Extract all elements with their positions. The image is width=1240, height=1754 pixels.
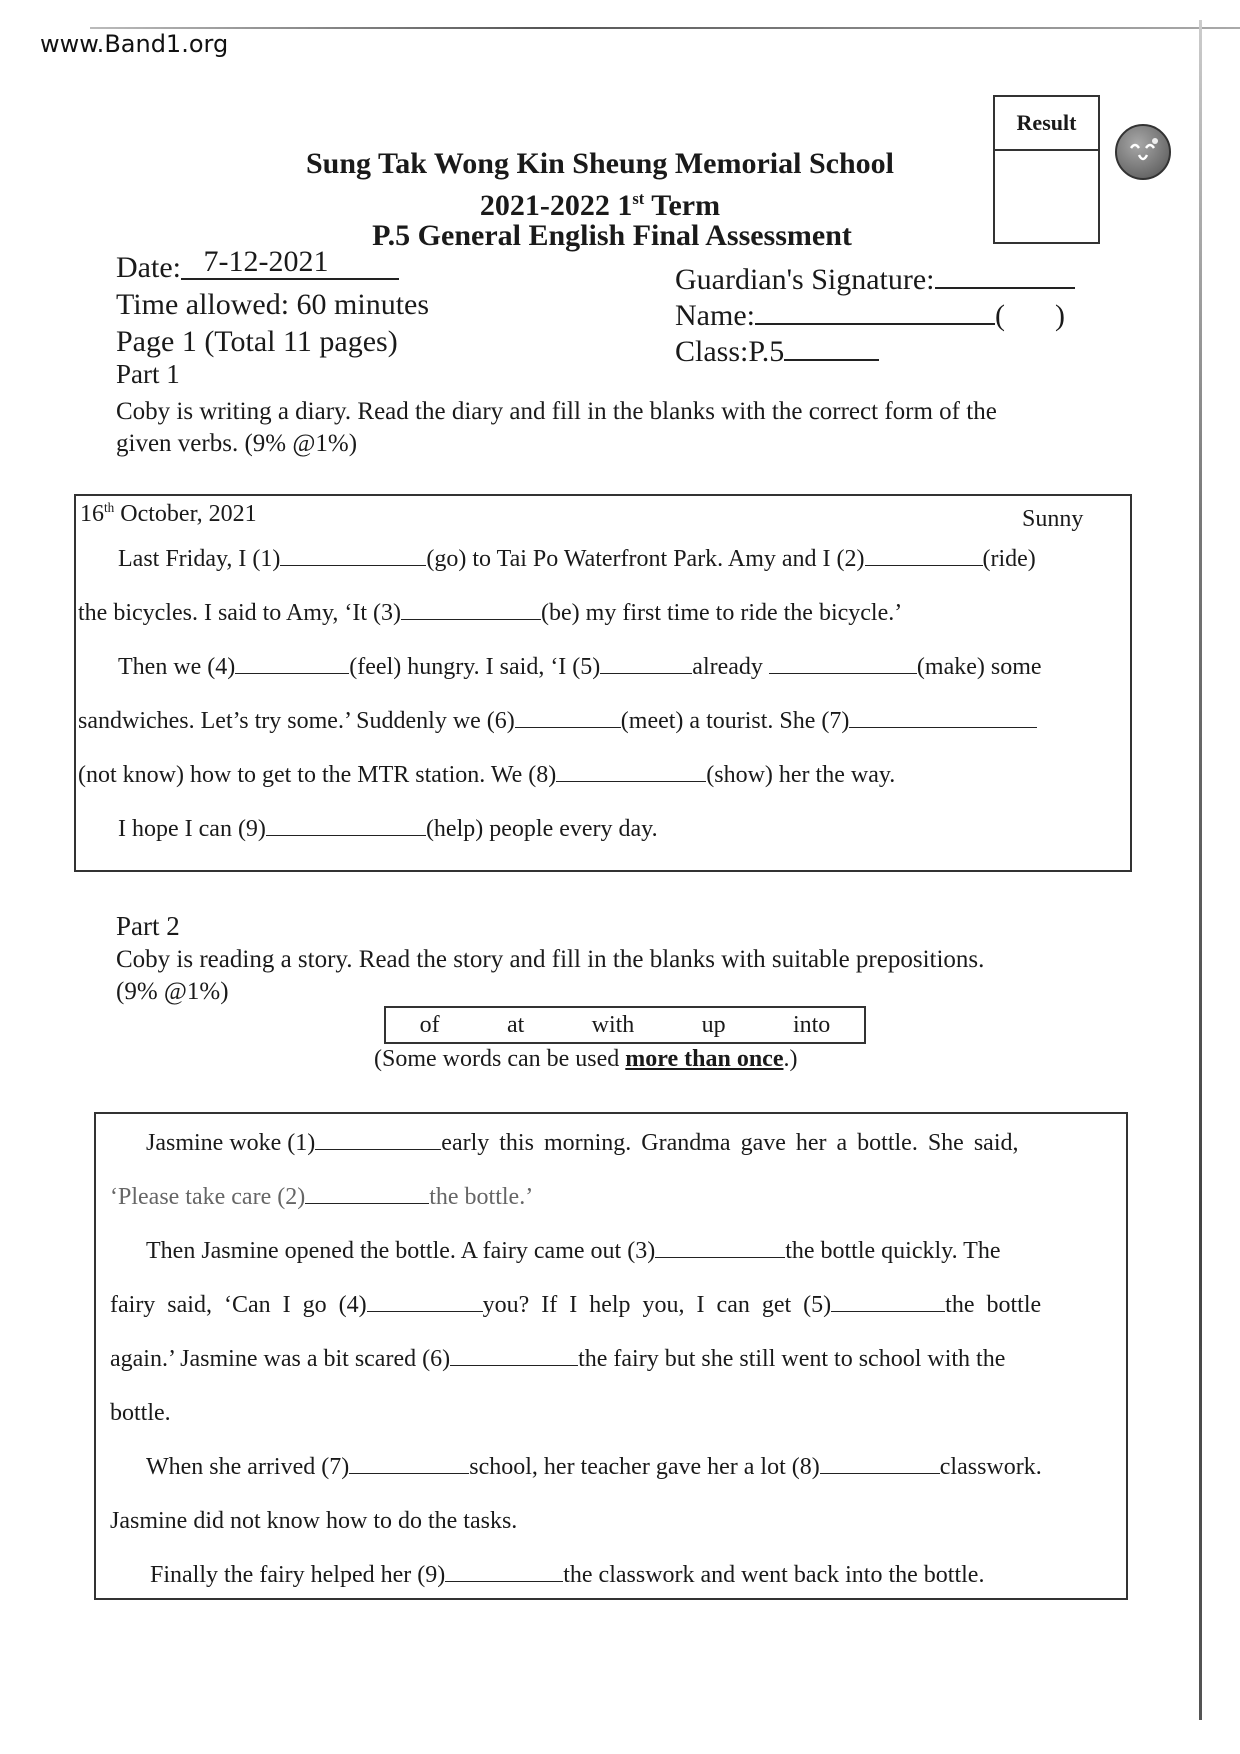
note-suffix: .) [783,1046,798,1072]
diary-date-day: 16 [80,501,104,527]
blank-4[interactable] [367,1293,483,1312]
text: classwork. [939,1454,1042,1480]
text: school, her teacher gave her a lot (8) [469,1454,820,1480]
result-label: Result [995,97,1098,151]
text: sandwiches. Let’s try some.’ Suddenly we (6) [78,708,515,734]
blank-8[interactable] [820,1455,940,1474]
text: the fairy but she still went to school with the [578,1346,1006,1372]
text: again.’ Jasmine was a bit scared (6) [110,1346,451,1372]
blank-9[interactable] [445,1563,563,1582]
diary-date-rest: October, 2021 [114,501,257,527]
class-row [675,331,879,370]
school-name: Sung Tak Wong Kin Sheung Memorial School [306,147,894,180]
part1-instruction-1: Coby is writing a diary. Read the diary and fill in the blanks with the correct form of the [116,398,997,425]
blank-1[interactable] [315,1131,441,1150]
word-bank-item: up [701,1011,726,1038]
text: the bottle [945,1292,1042,1318]
text: (not know) how to get to the MTR station. We (8) [78,762,557,788]
class-number-close: ) [1054,299,1065,332]
blank-5a[interactable] [600,655,692,674]
word-bank-note [374,1046,797,1073]
part2-instruction-2: (9% @1%) [116,978,229,1005]
page-info: Page 1 (Total 11 pages) [116,325,398,358]
diary-box [74,494,1132,872]
name-label: Name: [675,299,755,332]
blank-5[interactable] [831,1293,945,1312]
date-value: 7-12-2021 [203,245,329,278]
text: (make) some [916,654,1042,680]
text: (ride) [982,546,1036,572]
date-label: Date: [116,251,181,284]
word-bank [384,1006,866,1044]
scan-edge-top [90,27,1240,29]
diary-line-3 [118,654,1042,681]
blank-3[interactable] [401,601,541,620]
text: I hope I can (9) [118,816,266,842]
text: already [692,654,769,680]
part1-instruction-2: given verbs. (9% @1%) [116,430,358,457]
text: (meet) a tourist. She (7) [620,708,850,734]
blank-2[interactable] [305,1185,429,1204]
term-year: 2021-2022 1 [479,189,633,222]
story-line-8: Jasmine did not know how to do the tasks. [110,1508,518,1534]
blank-4[interactable] [235,655,349,674]
name-row [675,295,1065,334]
date-field[interactable] [181,245,399,280]
blank-3[interactable] [655,1239,785,1258]
text: (show) her the way. [706,762,896,788]
diary-line-4 [78,708,1037,735]
word-bank-item: into [792,1011,831,1038]
blank-9[interactable] [266,817,426,836]
word-bank-item: of [419,1011,440,1038]
story-line-5 [110,1346,1005,1373]
story-line-9 [150,1562,984,1589]
date-row [116,245,399,286]
part2-title: Part 2 [116,911,180,941]
text: Finally the fairy helped her (9) [150,1562,446,1588]
blank-6[interactable] [450,1347,578,1366]
word-bank-item: at [506,1011,525,1038]
term-sup: st [632,189,645,208]
text: Jasmine woke (1) [146,1130,316,1156]
term-word: Term [644,189,721,222]
part1-title: Part 1 [116,359,180,389]
story-box [94,1112,1128,1600]
part2-instruction-1: Coby is reading a story. Read the story and fill in the blanks with suitable prepositions. [116,946,985,973]
blank-2[interactable] [865,547,983,566]
text: (be) my first time to ride the bicycle.’ [541,600,903,626]
note-prefix: (Some words can be used [374,1046,626,1072]
diary-line-6 [118,816,658,843]
note-emphasis: more than once [625,1046,784,1072]
text: the bottle quickly. The [785,1238,1001,1264]
blank-8[interactable] [556,763,706,782]
diary-line-5 [78,762,895,789]
time-allowed: Time allowed: 60 minutes [116,288,430,321]
diary-date-sup: th [104,500,115,515]
diary-line-1 [118,546,1036,573]
story-line-2 [110,1184,533,1211]
text: Then Jasmine opened the bottle. A fairy came out (3) [146,1238,656,1264]
blank-7[interactable] [349,1455,469,1474]
text: Last Friday, I (1) [118,546,281,572]
text: the bottle.’ [429,1184,534,1210]
guardian-signature-field[interactable] [935,259,1075,289]
text: (go) to Tai Po Waterfront Park. Amy and I (2) [426,546,865,572]
guardian-label: Guardian's Signature: [675,263,935,296]
scan-edge-right [1199,20,1202,1720]
word-bank-item: with [591,1011,635,1038]
story-line-1 [146,1130,1018,1157]
watermark: www.Band1.org [40,30,229,58]
result-box [993,95,1100,244]
class-number-open: ( [994,299,1005,332]
text: the classwork and went back into the bottle. [563,1562,985,1588]
text: When she arrived (7) [146,1454,350,1480]
result-score-field[interactable] [995,151,1098,241]
text: (help) people every day. [425,816,658,842]
text: the bicycles. I said to Amy, ‘It (3) [78,600,402,626]
diary-date [80,500,257,528]
text: early this morning. Grandma gave her a bottle. She said, [441,1130,1019,1156]
story-line-3 [146,1238,1000,1265]
diary-weather: Sunny [1022,506,1084,532]
smiley-icon [1115,124,1171,180]
text: (feel) hungry. I said, ‘I (5) [349,654,601,680]
story-line-4 [110,1292,1041,1319]
guardian-row [675,259,1075,298]
name-field[interactable] [755,295,995,325]
text: fairy said, ‘Can I go (4) [110,1292,367,1318]
class-label: Class:P.5 [675,335,785,368]
class-field[interactable] [784,331,879,361]
text: ‘Please take care (2) [110,1184,306,1210]
blank-6[interactable] [515,709,621,728]
text: Then we (4) [118,654,236,680]
assessment-title: P.5 General English Final Assessment [372,219,852,252]
story-line-7 [146,1454,1042,1481]
diary-line-2 [78,600,902,627]
blank-1[interactable] [280,547,426,566]
blank-5b[interactable] [769,655,917,674]
text: you? If I help you, I can get (5) [482,1292,832,1318]
blank-7[interactable] [849,709,1037,728]
story-line-6: bottle. [110,1400,171,1426]
